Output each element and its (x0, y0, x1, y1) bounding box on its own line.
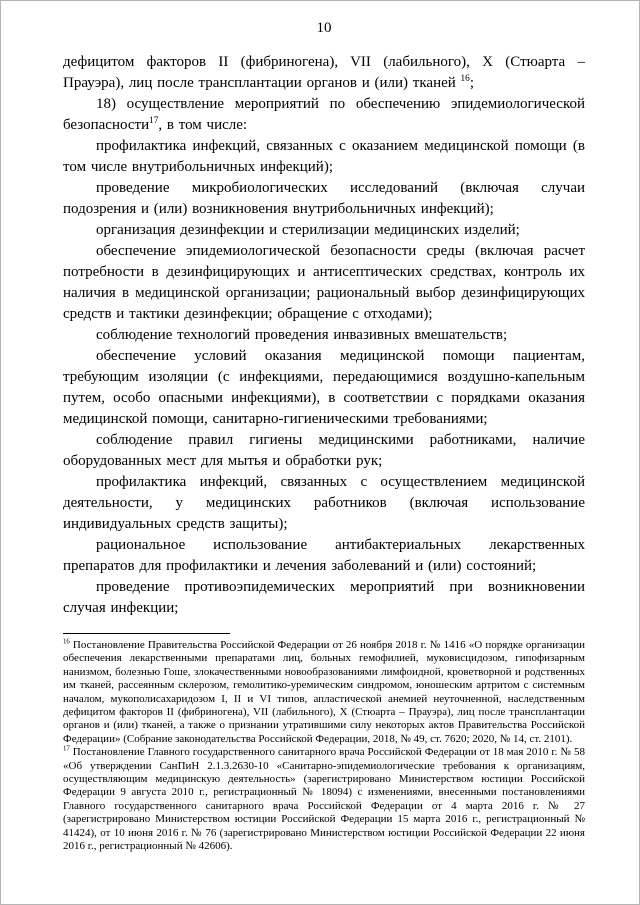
paragraph: соблюдение правил гигиены медицинскими работниками, наличие оборудованных мест для мытья и обработки рук; (63, 432, 585, 469)
footnote-reference: 17 (149, 116, 159, 126)
footnote: $^{17}$ Постановление Главного государственного санитарного врача Российской Федерации от 18 мая 2010 г. № 58 «Об утверждении СанПиН 2.1.3.2630-10 «Санитарно-эпидемиологические требования к организациям, осуществляющим медицинскую деятельность» (зарегистрировано Министерством юстиции Российской Федерации 9 августа 2010 г., регистрационный № 18094) с изменениями, внесенными постановлениями Главного государственного санитарного врача Российской Федерации от 4 марта 2016 г. № 27 (зарегистрировано Министерством юстиции Российской Федерации 15 марта 2016 г., регистрационный № 41424), от 10 июня 2016 г. № 76 (зарегистрировано Министерством юстиции Российской Федерации 22 июня 2016 г., регистрационный № 42606). (63, 745, 585, 853)
paragraph: дефицитом факторов II (фибриногена), VII (лабильного), X (Стюарта – Прауэра), лиц после трансплантации органов и (или) тканей $^{16}$; (63, 54, 585, 91)
footnote-reference: 16 (460, 74, 470, 84)
paragraph: организация дезинфекции и стерилизации медицинских изделий; (96, 222, 520, 238)
paragraph: проведение микробиологических исследований (включая случаи подозрения и (или) возникновения внутрибольничных инфекций); (63, 180, 585, 217)
paragraph: рациональное использование антибактериальных лекарственных препаратов для профилактики и лечения заболеваний и (или) состояний; (63, 537, 585, 574)
footnote-marker: 16 (63, 638, 70, 646)
footnote-separator (63, 633, 230, 634)
paragraph: 18) осуществление мероприятий по обеспечению эпидемиологической безопасности$^{17}$, в том числе: (63, 96, 585, 133)
paragraph: профилактика инфекций, связанных с оказанием медицинской помощи (в том числе внутрибольничных инфекций); (63, 138, 585, 175)
body-text (63, 52, 585, 619)
paragraph: обеспечение эпидемиологической безопасности среды (включая расчет потребности в дезинфицирующих и антисептических средствах, контроль их наличия в медицинской организации; рациональный выбор дезинфицирующих средств и тактики дезинфекции; обращение с отходами); (63, 243, 585, 322)
paragraph: проведение противоэпидемических мероприятий при возникновении случая инфекции; (63, 579, 585, 616)
paragraph: профилактика инфекций, связанных с осуществлением медицинской деятельности, у медицинских работников (включая использование индивидуальных средств защиты); (63, 474, 585, 532)
footnote: $^{16}$ Постановление Правительства Российской Федерации от 26 ноября 2018 г. № 1416 «О порядке организации обеспечения лекарственными препаратами лиц, больных гемофилией, муковисцидозом, гипофизарным нанизмом, болезнью Гоше, злокачественными новообразованиями лимфоидной, кроветворной и родственных им тканей, рассеянным склерозом, гемолитико-уремическим синдромом, юношеским артритом с системным началом, мукополисахаридозом I, II и VI типов, апластической анемией неуточненной, наследственным дефицитом факторов II (фибриногена), VII (лабильного), X (Стюарта – Прауэра), лиц после трансплантации органов и (или) тканей, а также о признании утратившими силу некоторых актов Правительства Российской Федерации» (Собрание законодательства Российской Федерации, 2018, № 49, ст. 7620; 2020, № 14, ст. 2101). (63, 638, 585, 745)
footnotes (63, 639, 585, 854)
paragraph: соблюдение технологий проведения инвазивных вмешательств; (96, 327, 508, 343)
footnote-marker: 17 (63, 745, 70, 753)
page-number: 10 (316, 20, 332, 36)
paragraph: обеспечение условий оказания медицинской помощи пациентам, требующим изоляции (с инфекциями, передающимися воздушно-капельным путем, особо опасными инфекциями), в соответствии с порядками оказания медицинской помощи, санитарно-гигиеническими требованиями; (63, 348, 585, 427)
